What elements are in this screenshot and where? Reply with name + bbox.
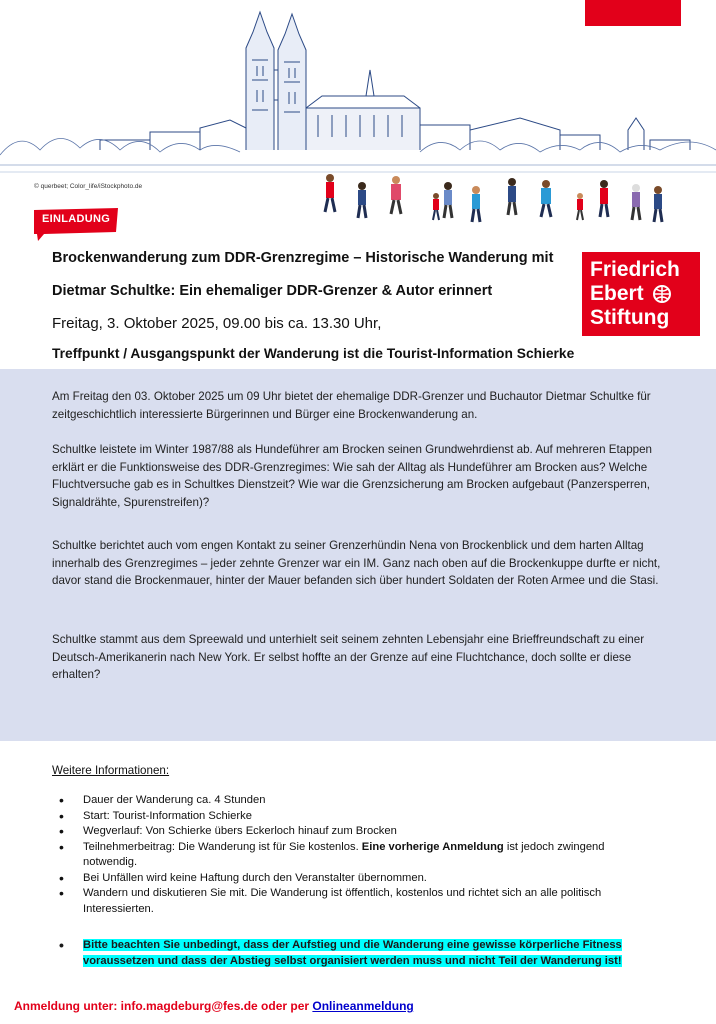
list-item: • Start: Tourist-Information Schierke [52, 809, 652, 825]
event-date: Freitag, 3. Oktober 2025, 09.00 bis ca. 13.30 Uhr, [52, 315, 382, 332]
list-item: • Dauer der Wanderung ca. 4 Stunden [52, 793, 652, 809]
info-list [52, 793, 652, 917]
online-registration-link[interactable]: Onlineanmeldung [312, 999, 414, 1013]
info-heading: Weitere Informationen: [52, 764, 170, 777]
logo-line-3: Stiftung [590, 306, 670, 329]
globe-icon [652, 284, 672, 304]
highlighted-text: Bitte beachten Sie unbedingt, dass der Aufstieg und die Wanderung eine gewisse körperliche Fitness voraussetzen und dass der Abstieg selbst organisiert werden muss und nicht Teil der Wanderung ist! [83, 939, 622, 967]
paragraph-2: Schultke leistete im Winter 1987/88 als Hundeführer am Brocken seinen Grundwehrdienst ab. Auf mehreren Etappen erklärt er die Funktionsweise des DDR-Grenzregimes: Wie sah der Alltag als Hundeführer am Brocken aus? Welche Fluchtversuche gab es in Schultkes Dienstzeit? Wie war die Grenzsicherung am Brocken aufgebaut (Panzersperren, Signaldrähte, Spurenstreifen)? [52, 443, 652, 509]
paragraph-3: Schultke berichtet auch vom engen Kontakt zu seiner Grenzerhündin Nena von Brockenblick und dem harten Alltag innerhalb des Grenzregimes – jeder zehnte Grenzer war ein IM. Ganz nach oben auf die Brockenkuppe durfte er nicht, davor stand die Brockenmauer, hinter der Mauer befanden sich über hundert Soldaten der Roten Armee und die Stasi. [52, 539, 661, 588]
list-item: • Wegverlauf: Von Schierke übers Eckerloch hinauf zum Brocken [52, 824, 652, 840]
logo-line-1: Friedrich [590, 258, 680, 281]
logo-line-2: Ebert [590, 282, 644, 305]
fitness-notice [52, 938, 652, 970]
paragraph-1: Am Freitag den 03. Oktober 2025 um 09 Uhr bietet der ehemalige DDR-Grenzer und Buchautor Dietmar Schultke für zeitgeschichtlich interessierte Bürgerinnen und Bürger eine Brockenwanderung an. [52, 390, 651, 421]
description-panel [0, 369, 716, 741]
event-title-line-1: Brockenwanderung zum DDR-Grenzregime – Historische Wanderung mit [52, 250, 554, 266]
registration-text: Anmeldung unter: info.magdeburg@fes.de oder per [14, 999, 313, 1013]
photo-credit: © querbeet; Color_life/iStockphoto.de [34, 183, 143, 190]
invitation-badge [34, 208, 120, 236]
fee-text: Teilnehmerbeitrag: Die Wanderung ist für Sie kostenlos. [83, 840, 362, 853]
invitation-badge-label: EINLADUNG [42, 213, 111, 225]
hero-illustration [0, 0, 716, 240]
fitness-notice-item [52, 938, 652, 970]
list-item: • Bei Unfällen wird keine Haftung durch den Veranstalter übernommen. [52, 871, 652, 887]
meeting-point: Treffpunkt / Ausgangspunkt der Wanderung ist die Tourist-Information Schierke [52, 346, 575, 361]
fee-bold: Eine vorherige Anmeldung [361, 840, 504, 853]
paragraph-4: Schultke stammt aus dem Spreewald und unterhielt seit seinem zehnten Lebensjahr eine Brieffreundschaft zu einer Deutsch-Amerikanerin nach New York. Er selbst hoffte an der Grenze auf eine Fluchtchance, doch sollte er diese erhalten? [52, 633, 645, 682]
fee-suffix: ist jedoch zwingend notwendig. [83, 840, 605, 868]
list-item-fee [52, 840, 652, 871]
event-title-line-2: Dietmar Schultke: Ein ehemaliger DDR-Grenzer & Autor erinnert [52, 283, 493, 299]
fes-logo [582, 252, 700, 336]
registration-footer [14, 999, 414, 1013]
list-item: • Wandern und diskutieren Sie mit. Die Wanderung ist öffentlich, kostenlos und richtet sich an alle politisch Interessierten. [52, 886, 652, 917]
